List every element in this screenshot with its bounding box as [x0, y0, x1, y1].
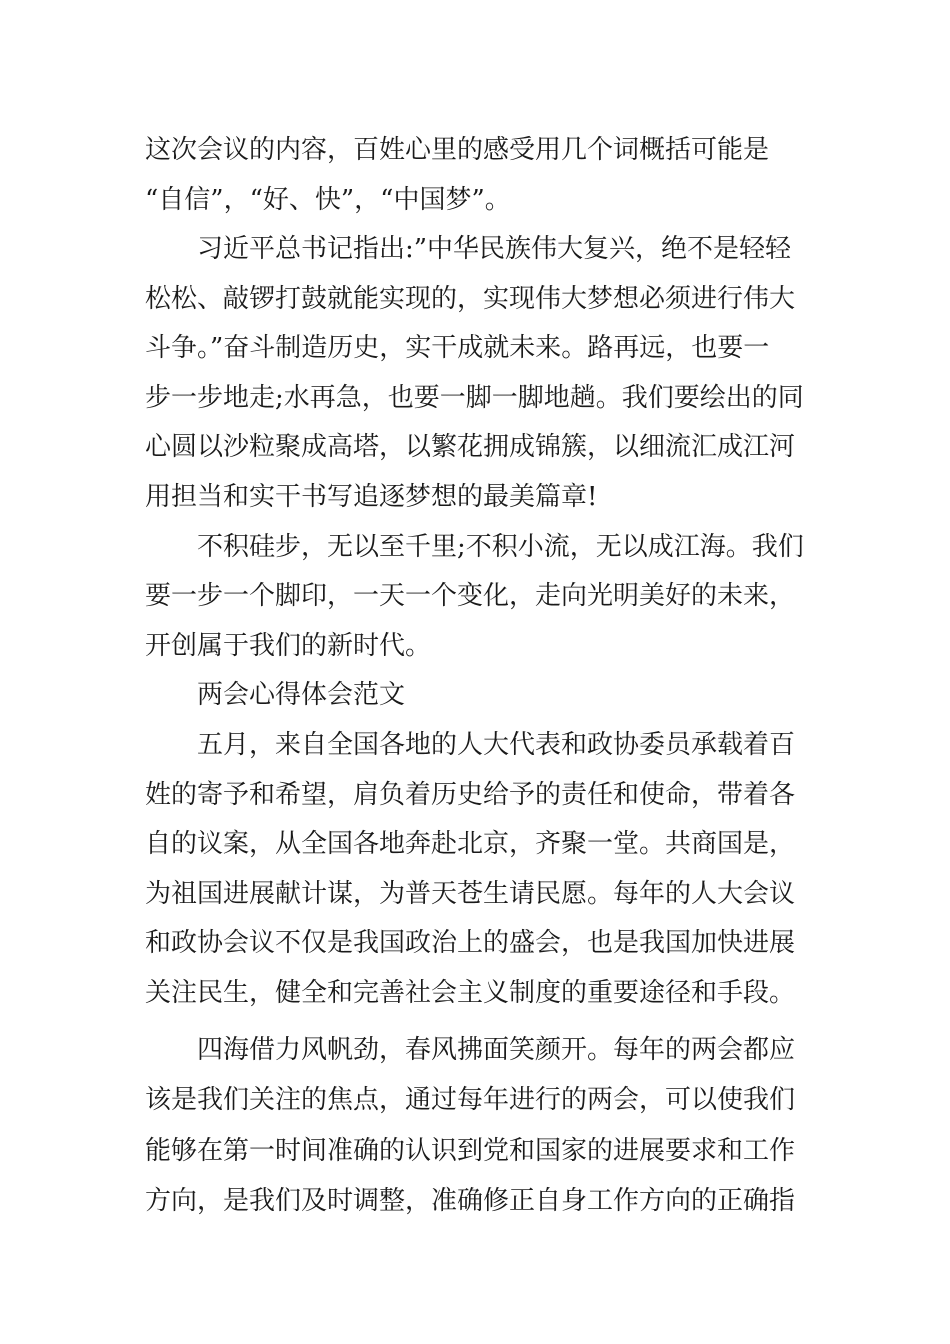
text-line: 这次会议的内容，百姓心里的感受用几个词概括可能是: [145, 135, 770, 165]
text-line: 松松、敲锣打鼓就能实现的，实现伟大梦想必须进行伟大: [145, 284, 796, 314]
text-line: 斗争。”奋斗制造历史，实干成就未来。路再远，也要一: [145, 333, 770, 363]
text-line: 自的议案，从全国各地奔赴北京，齐聚一堂。共商国是，: [145, 829, 796, 859]
text-line: 和政协会议不仅是我国政治上的盛会，也是我国加快进展: [145, 928, 796, 958]
text-line: 开创属于我们的新时代。: [145, 631, 432, 661]
section-heading: 两会心得体会范文: [197, 680, 406, 710]
paragraph-first-line: 五月，来自全国各地的人大代表和政协委员承载着百: [197, 730, 796, 760]
text-line: 关注民生，健全和完善社会主义制度的重要途径和手段。: [145, 978, 796, 1008]
text-line: 为祖国进展献计谋，为普天苍生请民愿。每年的人大会议: [145, 879, 796, 909]
text-line: 方向，是我们及时调整，准确修正自身工作方向的正确指: [145, 1186, 796, 1216]
text-line: 心圆以沙粒聚成高塔，以繁花拥成锦簇，以细流汇成江河: [145, 432, 796, 462]
text-line: 要一步一个脚印，一天一个变化，走向光明美好的未来，: [145, 581, 796, 611]
paragraph-first-line: 四海借力风帆劲，春风拂面笑颜开。每年的两会都应: [197, 1035, 796, 1065]
text-line: “自信”，“好、快”，“中国梦”。: [145, 185, 511, 215]
text-line: 用担当和实干书写追逐梦想的最美篇章!: [145, 482, 598, 512]
paragraph-first-line: 不积硅步，无以至千里;不积小流，无以成江海。我们: [197, 532, 804, 562]
text-line: 步一步地走;水再急，也要一脚一脚地趟。我们要绘出的同: [145, 383, 804, 413]
text-line: 该是我们关注的焦点，通过每年进行的两会，可以使我们: [145, 1085, 796, 1115]
text-line: 姓的寄予和希望，肩负着历史给予的责任和使命，带着各: [145, 780, 796, 810]
paragraph-first-line: 习近平总书记指出:”中华民族伟大复兴，绝不是轻轻: [197, 234, 792, 264]
text-line: 能够在第一时间准确的认识到党和国家的进展要求和工作: [145, 1136, 796, 1166]
